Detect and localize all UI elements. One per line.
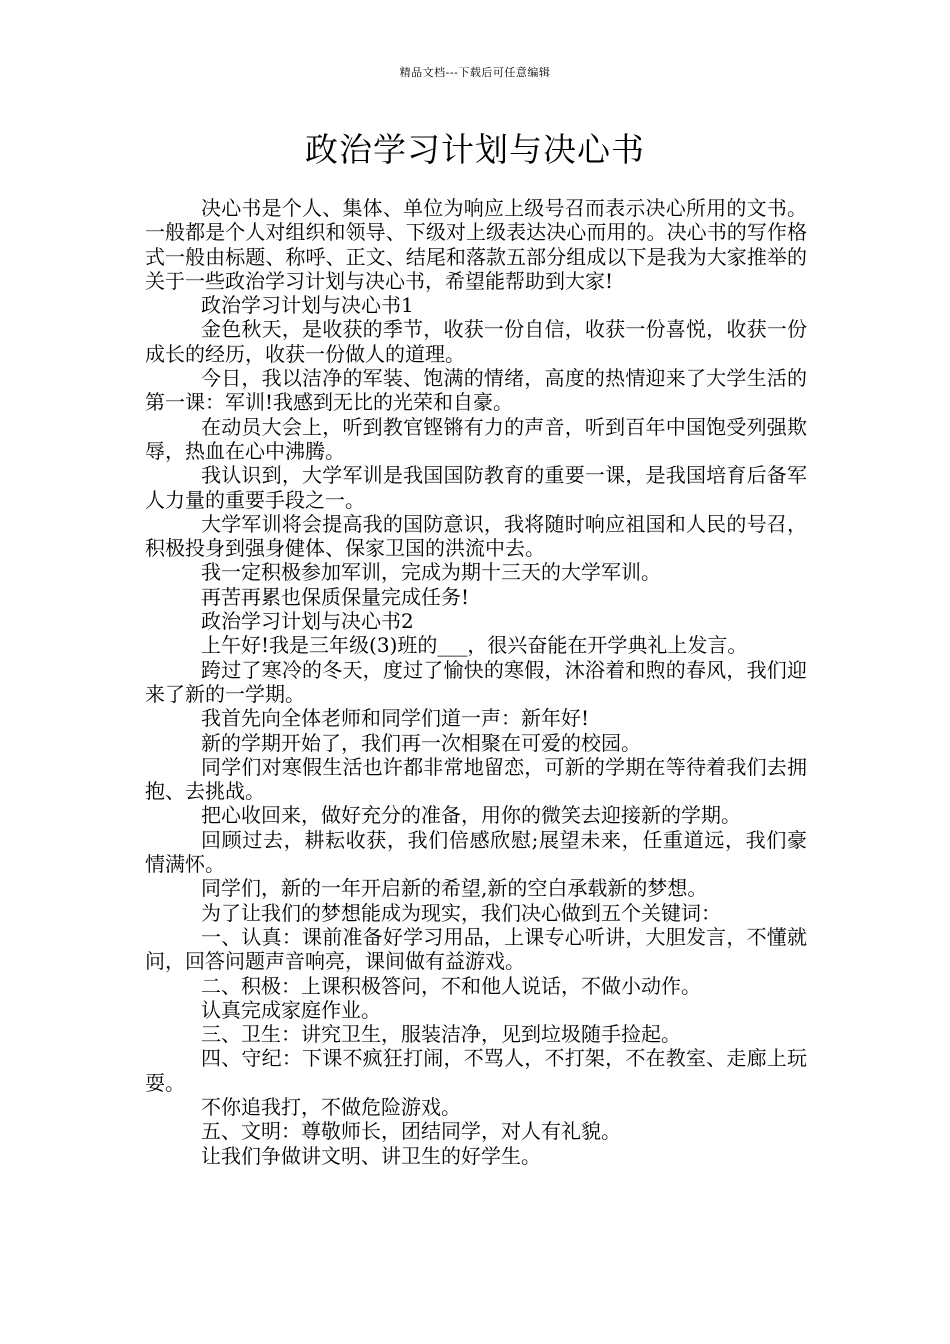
paragraph: 同学们，新的一年开启新的希望,新的空白承载新的梦想。	[201, 876, 708, 901]
paragraph-intro: 决心书是个人、集体、单位为响应上级号召而表示决心所用的文书。一般都是个人对组织和领导、下级对上级表达决心而用的。决心书的写作格式一般由标题、称呼、正文、结尾和落款五部分组成以下是我为大家推举的关于一些政治学习计划与决心书，希望能帮助到大家!	[145, 196, 807, 293]
paragraph: 新的学期开始了，我们再一次相聚在可爱的校园。	[201, 730, 641, 755]
paragraph: 跨过了寒冷的冬天，度过了愉快的寒假，沐浴着和煦的春风，我们迎来了新的一学期。	[145, 657, 807, 706]
section-heading-2: 政治学习计划与决心书2	[201, 609, 414, 634]
paragraph: 让我们争做讲文明、讲卫生的好学生。	[201, 1143, 541, 1168]
paragraph: 再苦再累也保质保量完成任务!	[201, 584, 470, 609]
paragraph: 大学军训将会提高我的国防意识，我将随时响应祖国和人民的号召，积极投身到强身健体、保家卫国的洪流中去。	[145, 511, 807, 561]
paragraph: 三、卫生：讲究卫生，服装洁净，见到垃圾随手捡起。	[201, 1022, 681, 1047]
section-heading-1: 政治学习计划与决心书1	[201, 293, 414, 318]
paragraph: 我认识到，大学军训是我国国防教育的重要一课，是我国培育后备军人力量的重要手段之一。	[145, 463, 807, 512]
paragraph: 同学们对寒假生活也许都非常地留恋，可新的学期在等待着我们去拥抱、去挑战。	[145, 754, 807, 804]
paragraph: 不你追我打，不做危险游戏。	[201, 1094, 461, 1119]
paragraph: 我一定积极参加军训，完成为期十三天的大学军训。	[201, 560, 661, 585]
paragraph: 一、认真：课前准备好学习用品，上课专心听讲，大胆发言，不懂就问，回答问题声音响亮，课间做有益游戏。	[145, 924, 807, 974]
paragraph: 今日，我以洁净的军装、饱满的情绪，高度的热情迎来了大学生活的第一课：军训!我感到无比的光荣和自豪。	[145, 366, 807, 415]
paragraph: 二、积极：上课积极答问，不和他人说话，不做小动作。	[201, 973, 701, 998]
paragraph: 在动员大会上，听到教官铿锵有力的声音，听到百年中国饱受列强欺辱，热血在心中沸腾。	[145, 414, 807, 463]
document-body	[145, 196, 807, 1168]
paragraph: 四、守纪：下课不疯狂打闹，不骂人，不打架，不在教室、走廊上玩耍。	[145, 1046, 807, 1095]
paragraph: 把心收回来，做好充分的准备，用你的微笑去迎接新的学期。	[201, 803, 741, 828]
paragraph: 认真完成家庭作业。	[201, 997, 381, 1022]
paragraph: 五、文明：尊敬师长，团结同学，对人有礼貌。	[201, 1119, 621, 1144]
paragraph: 上午好!我是三年级(3)班的___，很兴奋能在开学典礼上发言。	[201, 633, 748, 658]
paragraph: 为了让我们的梦想能成为现实，我们决心做到五个关键词：	[201, 900, 721, 925]
document-title: 政治学习计划与决心书	[305, 130, 645, 169]
paragraph: 金色秋天，是收获的季节，收获一份自信，收获一份喜悦，收获一份成长的经历，收获一份做人的道理。	[145, 317, 807, 366]
paragraph: 回顾过去，耕耘收获，我们倍感欣慰;展望未来，任重道远，我们豪情满怀。	[145, 827, 807, 877]
header-note: 精品文档---下载后可任意编辑	[399, 66, 551, 79]
paragraph: 我首先向全体老师和同学们道一声：新年好!	[201, 706, 590, 731]
